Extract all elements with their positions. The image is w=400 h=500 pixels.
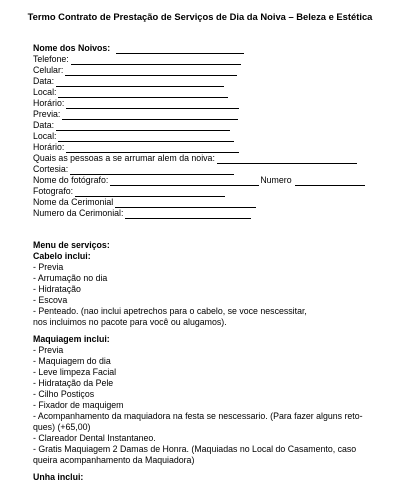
field-fotografo-nome-blank[interactable] xyxy=(110,177,259,186)
maquiagem-heading: Maquiagem inclui: xyxy=(33,334,110,344)
field-cerimonial-blank[interactable] xyxy=(115,199,256,208)
menu-title: Menu de serviços: xyxy=(33,240,110,250)
field-numero-cerimonial-blank[interactable] xyxy=(125,210,251,219)
field-data-2 xyxy=(33,120,230,131)
unha-heading: Unha inclui: xyxy=(33,472,84,482)
field-celular xyxy=(33,65,237,76)
field-pessoas-blank[interactable] xyxy=(217,155,357,164)
field-cortesia xyxy=(33,164,234,175)
maquiagem-item: - Cilho Postiços xyxy=(33,389,95,399)
cabelo-heading: Cabelo inclui: xyxy=(33,251,91,261)
field-fotografo-label: Fotografo: xyxy=(33,186,74,196)
field-local-2-label: Local: xyxy=(33,131,57,141)
field-horario-2 xyxy=(33,142,239,153)
field-telefone-blank[interactable] xyxy=(71,56,241,65)
field-numero-cerimonial-label: Numero da Cerimonial: xyxy=(33,208,124,218)
cabelo-item: nos incluimos no pacote para você ou alugamos). xyxy=(33,317,227,327)
field-noivos-blank[interactable] xyxy=(116,45,244,54)
field-data-1-label: Data: xyxy=(33,76,55,86)
maquiagem-item: - Leve limpeza Facial xyxy=(33,367,117,377)
field-numero-blank[interactable] xyxy=(295,177,365,186)
field-data-1 xyxy=(33,76,224,87)
maquiagem-item: - Maquiagem do dia xyxy=(33,356,111,366)
field-cerimonial xyxy=(33,197,256,208)
field-telefone-label: Telefone: xyxy=(33,54,69,64)
field-local-1-blank[interactable] xyxy=(58,89,228,98)
field-data-2-label: Data: xyxy=(33,120,55,130)
field-data-2-blank[interactable] xyxy=(56,122,230,131)
field-local-1 xyxy=(33,87,228,98)
field-noivos-label: Nome dos Noivos: xyxy=(33,43,111,53)
field-fotografo-nome-label: Nome do fotógrafo: xyxy=(33,175,109,185)
cabelo-item: - Previa xyxy=(33,262,64,272)
field-noivos xyxy=(33,43,244,54)
field-celular-blank[interactable] xyxy=(65,67,237,76)
field-numero-label: Numero xyxy=(260,175,292,185)
field-numero-cerimonial xyxy=(33,208,251,219)
maquiagem-item: ques) (+65,00) xyxy=(33,422,91,432)
maquiagem-item: - Previa xyxy=(33,345,64,355)
field-previa-blank[interactable] xyxy=(62,111,238,120)
field-horario-1 xyxy=(33,98,239,109)
document-title: Termo Contrato de Prestação de Serviços de Dia da Noiva – Beleza e Estética xyxy=(27,11,373,22)
field-local-2 xyxy=(33,131,234,142)
field-previa xyxy=(33,109,238,120)
field-data-1-blank[interactable] xyxy=(56,78,224,87)
field-previa-label: Previa: xyxy=(33,109,61,119)
maquiagem-item: queira acompanhamento da Maquiadora) xyxy=(33,455,195,465)
field-horario-2-label: Horário: xyxy=(33,142,65,152)
cabelo-item: - Escova xyxy=(33,295,68,305)
field-cortesia-blank[interactable] xyxy=(70,166,234,175)
field-pessoas xyxy=(33,153,357,164)
field-horario-2-blank[interactable] xyxy=(66,144,239,153)
maquiagem-item: - Clareador Dental Instantaneo. xyxy=(33,433,156,443)
maquiagem-item: - Fixador de maquigem xyxy=(33,400,124,410)
field-cerimonial-label: Nome da Cerimonial xyxy=(33,197,114,207)
field-fotografo-nome xyxy=(33,175,365,186)
cabelo-item: - Hidratação xyxy=(33,284,81,294)
cabelo-item: - Penteado. (nao inclui apetrechos para o cabelo, se voce nescessitar, xyxy=(33,306,307,316)
field-local-2-blank[interactable] xyxy=(58,133,234,142)
maquiagem-item: - Gratis Maquiagem 2 Damas de Honra. (Maquiadas no Local do Casamento, caso xyxy=(33,444,357,454)
maquiagem-item: - Hidratação da Pele xyxy=(33,378,114,388)
field-horario-1-blank[interactable] xyxy=(66,100,239,109)
field-cortesia-label: Cortesia: xyxy=(33,164,69,174)
maquiagem-item: - Acompanhamento da maquiadora na festa se nescessario. (Para fazer alguns reto- xyxy=(33,411,363,421)
field-celular-label: Celular: xyxy=(33,65,64,75)
field-fotografo-blank[interactable] xyxy=(75,188,225,197)
field-pessoas-label: Quais as pessoas a se arrumar alem da noiva: xyxy=(33,153,215,163)
field-fotografo xyxy=(33,186,225,197)
field-horario-1-label: Horário: xyxy=(33,98,65,108)
field-telefone xyxy=(33,54,241,65)
field-local-1-label: Local: xyxy=(33,87,57,97)
cabelo-item: - Arrumação no dia xyxy=(33,273,108,283)
